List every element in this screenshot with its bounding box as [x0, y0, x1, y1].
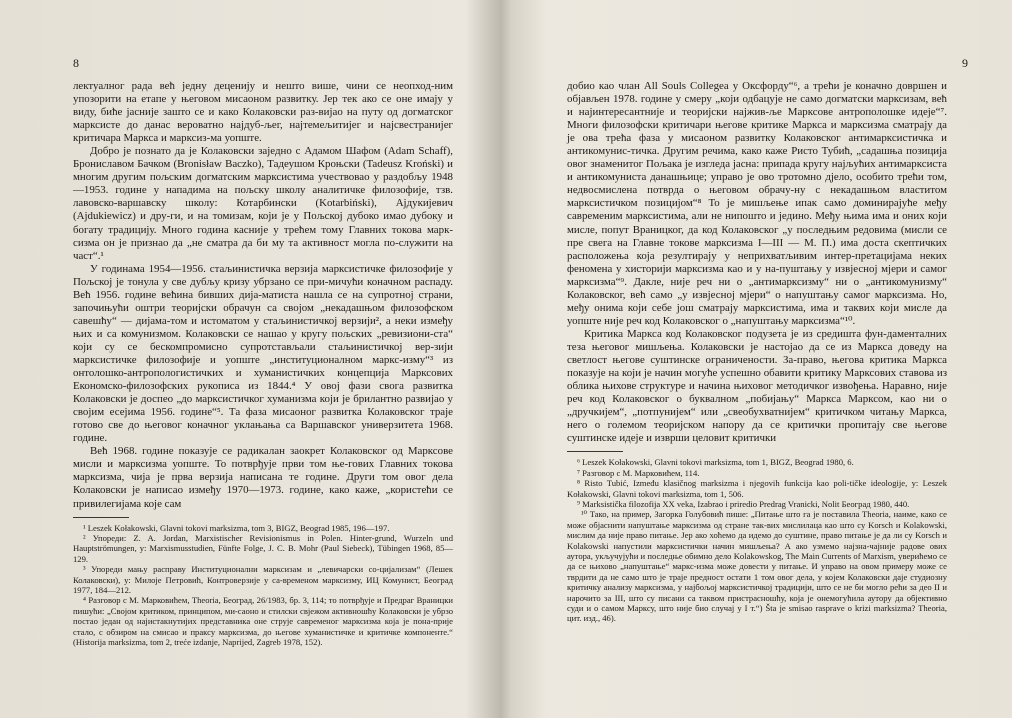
- paragraph: Већ 1968. године показује се радикалан заокрет Колаковског од Марксове мисли и марксизма уопште. То потврђује први том ње-гових Главних токова марксизма, чија је прва верзија написана те године. Други том овог дела Колаковски је написао између 1970—1973. године, како каже, „користећи се привилегијама које сам: [73, 445, 453, 510]
- page-number: 9: [962, 56, 968, 70]
- footnotes: [567, 457, 947, 624]
- footnote-divider: [567, 451, 623, 452]
- page-number: 8: [73, 56, 79, 70]
- paragraph: добио као члан All Souls Collegea у Оксфорду“⁶, а трећи је коначно довршен и објављен 1978. године у смеру „који одбацује не само догматски марксизам, већ и најинтересантније и теоријски најжив-ље Марксове антрополошке идеје“⁷. Многи филозофски критичари његове критике Маркса и марксизма сматрају да је ова трећа фаза у мисаоном развитку Колаковског антимарксистичка и антикомунис-тичка. Другим речима, како каже Ристо Тубић, „садашња позиција овог знаменитог Пољака је изгледа јасна: припада кругу најљућих антимарксиста и антикомуниста данашњице; управо је ово тротомно дјело, особито трећи том, недвосмислена потврда о његовом обрачу-ну с некадашњом властитом марксистичком позицијом“⁸ То је мишљење ипак само доминирајуће међу савременим марксистима, али не нипошто и једино. Међу њима има и оних који мисле, попут Враницког, да код Колаковског „у последњим редовима (мисли се пре свега на Главне токове марксизма I—III — М. П.) има доста скептичких расположења која резултирају у неприхватљивим интер-претацијама неких феномена у хисторији марксизма као и у на-пуштању у извјесној мјери и самог марксизма“⁹. Дакле, није реч ни о „антимарксизму“ ни о „антикомунизму“ Колаковског, већ само „у извјесној мјери“ о напуштању самог марксизма. Но, међу онима који себе још сматрају марксистима, има и таквих који мисле да уопште није реч код Колаковског о „напуштању марксизма“¹⁰.: [567, 80, 947, 327]
- paragraph: лектуалног рада већ једну деценију и нешто више, чини се неопход-ним упозорити на етапе у његовом мисаоном развитку. Јер тек ако се оне имају у виду, биће јасније зашто се и како Колаковски раз-вијао на путу од догматског марксисте до данас вероватно најдуб-љег, најтемељитијег и најсвестранијег критичара Маркса и марксиз-ма уопште.: [73, 80, 453, 145]
- right-page: [506, 0, 1012, 718]
- footnote: ¹⁰ Тако, на пример, Загорка Голубовић пише: „Питање што га је поставила Theoria, наиме, како се може објаснити напуштање марксизма од стране так-вих мислилаца као што су Korsch и Kolakowski, мислим да није право питање. Јер ако хоћемо да идемо до суштине, право питање је да ли су Korsch и Kolakowski напустили марксистички начин мишљења? А ако узмемо најзна-чајније радове ових аутора, укључујући и последње обимно дело Kolakowskog, The Main Currents of Marxism, уверићемо се да се њихово „напуштање“ маркс-изма може довести у питање. И управо на овом примеру може се тврдити да не само што је траје предност остати 1 том овог дела, у којем Колаковски даје студиозну критичку анализу марксизма, у најбољој марксистичкој традицији, што се не би могло рећи за део II и нарочито за III, што су писани са таквом пристрасношћу, која је онемогућила аутору да објективно суди и о самом Марксу, што није био случај у I т.“) Šta je smisao rasprave o krizi marksizma? Theoria, цит. изд., 46).: [567, 509, 947, 624]
- paragraph: У годинама 1954—1956. стаљинистичка верзија марксистичке филозофије у Пољској је тонула у све дубљу кризу убрзано се при-мичући коначном распаду. Већ 1956. године већина бивших дија-матиста нашла се на супротној страни, започињући оштри теоријски обрачун са својом „некадашњом филозофском савешћу“ — дијама-том и истоматом у стаљинистичкој верзији², а неки између њих и са комунизмом. Колаковски се нашао у кругу пољских „ревизиони-ста“ који су се бескомпромисно супротстављали стаљинистичкој вер-зији марксистичке филозофије и уопште „институционалном маркс-изму“³ из онтолошко-антропологистичких и хуманистичких концепција Марксових Економско-филозофских рукописа из 1844.⁴ У овој фази свога развитка Колаковски је доспео „до марксистичког хуманизма који је брилантно развијао у својим есејима 1956. године“⁵. Та фаза мисаоног развитка Колаковског траје готово све до његовог коначног уклањања са Варшавског универзитета 1968. године.: [73, 262, 453, 445]
- footnote: ⁶ Leszek Kołakowski, Glavni tokovi marksizma, tom 1, BIGZ, Beograd 1980, 6.: [577, 457, 854, 468]
- footnote: ¹ Leszek Kołakowski, Glavni tokovi marksizma, tom 3, BIGZ, Beograd 1985, 196—197.: [83, 522, 390, 533]
- paragraph: Добро је познато да је Колаковски заједно с Адамом Шафом (Adam Schaff), Брониславом Бачком (Bronisław Baczko), Тадеушом Кроњски (Tadeusz Kroński) и многим другим пољским догматским марксистима учествовао у раздобљу 1948—1953. године у нападима на пољску школу аналитичке филозофије, тзв. лавовско-варшавску школу: Котарбински (Kotarbiński), Ајдукијевич (Ajdukiewicz) и дру-ги, и на томизам, који је у Пољској дубоко имао дубоку и богату традицију. Много година касније у трећем тому Главних токова марк-сизма он је признао да „не сматра да би му та активност могла по-служити на част“.¹: [73, 145, 453, 262]
- footnote: ⁹ Marksistička filozofija XX veka, Izabrao i priredio Predrag Vranicki, Nolit Београд 1980, 440.: [577, 498, 910, 509]
- footnote: ² Упореди: Z. A. Jordan, Marxistischer Revisionismus in Polen. Hinter-grund, Wurzeln und Hauptströmungen, у: Marxismusstudien, Fünfte Folge, J. C. B. Mohr (Paul Siebeck), Tübingen 1968, 85—129.: [73, 532, 453, 564]
- footnote: ⁴ Разговор с М. Марковићем, Theoria, Београд, 26/1983, бр. 3, 114; то потврђује и Предраг Враницки пишући: „Својом критиком, принципом, ми-саоно и стилски свјежом активношћу Колаковски је убрзо постао један од најистакнутијих представника оне струје савременог марксизма која је пона-прије стало, с обзиром на смисао и праксу марксизма, до његове хуманистичке и критичке компоненте.“ (Historija marksizma, tom 2, treće izdanje, Naprijed, Zagreb 1978, 152).: [73, 595, 453, 648]
- page-body: [567, 80, 947, 624]
- footnote-divider: [73, 517, 129, 518]
- footnote: ³ Упореди мању расправу Институционални марксизам и „левичарски со-цијализам“ (Лешек Колаковски), у: Милоје Петровић, Контроверзије у са-временом марксизму, ИЦ Комунист, Београд 1977, 184—212.: [73, 564, 453, 595]
- footnotes: [73, 523, 453, 648]
- paragraph: Критика Маркса код Колаковског подузета је из средишта фун-даменталних теза његовог мишљења. Колаковски је настојао да се из Маркса доведу на светлост његове суштинске ограничености. За-право, његова критика Маркса показује на који је начин могуће успешно обавити критику Марксових ставова из облика њихове структуре и начина њиховог методичког извођења. Наравно, није реч код Колаковског о буквалном „побијању“ Маркса Марксом, као ни о „дручкијем“, „потпунијем“ или „свеобухватнијем“ критичком читању Маркса, него о големом теоријском напору да се критички пропитају све његове суштинске идеје и изврши целовит критички: [567, 327, 947, 445]
- page-body: [73, 80, 453, 647]
- footnote: ⁷ Разговор с М. Марковићем, 114.: [577, 467, 700, 478]
- footnote: ⁸ Risto Tubić, Između klasičnog marksizma i njegovih funkcija kao poli-tičke ideologije, у: Leszek Kołakowski, Glavni tokovi marksizma, tom 1, 506.: [567, 478, 947, 499]
